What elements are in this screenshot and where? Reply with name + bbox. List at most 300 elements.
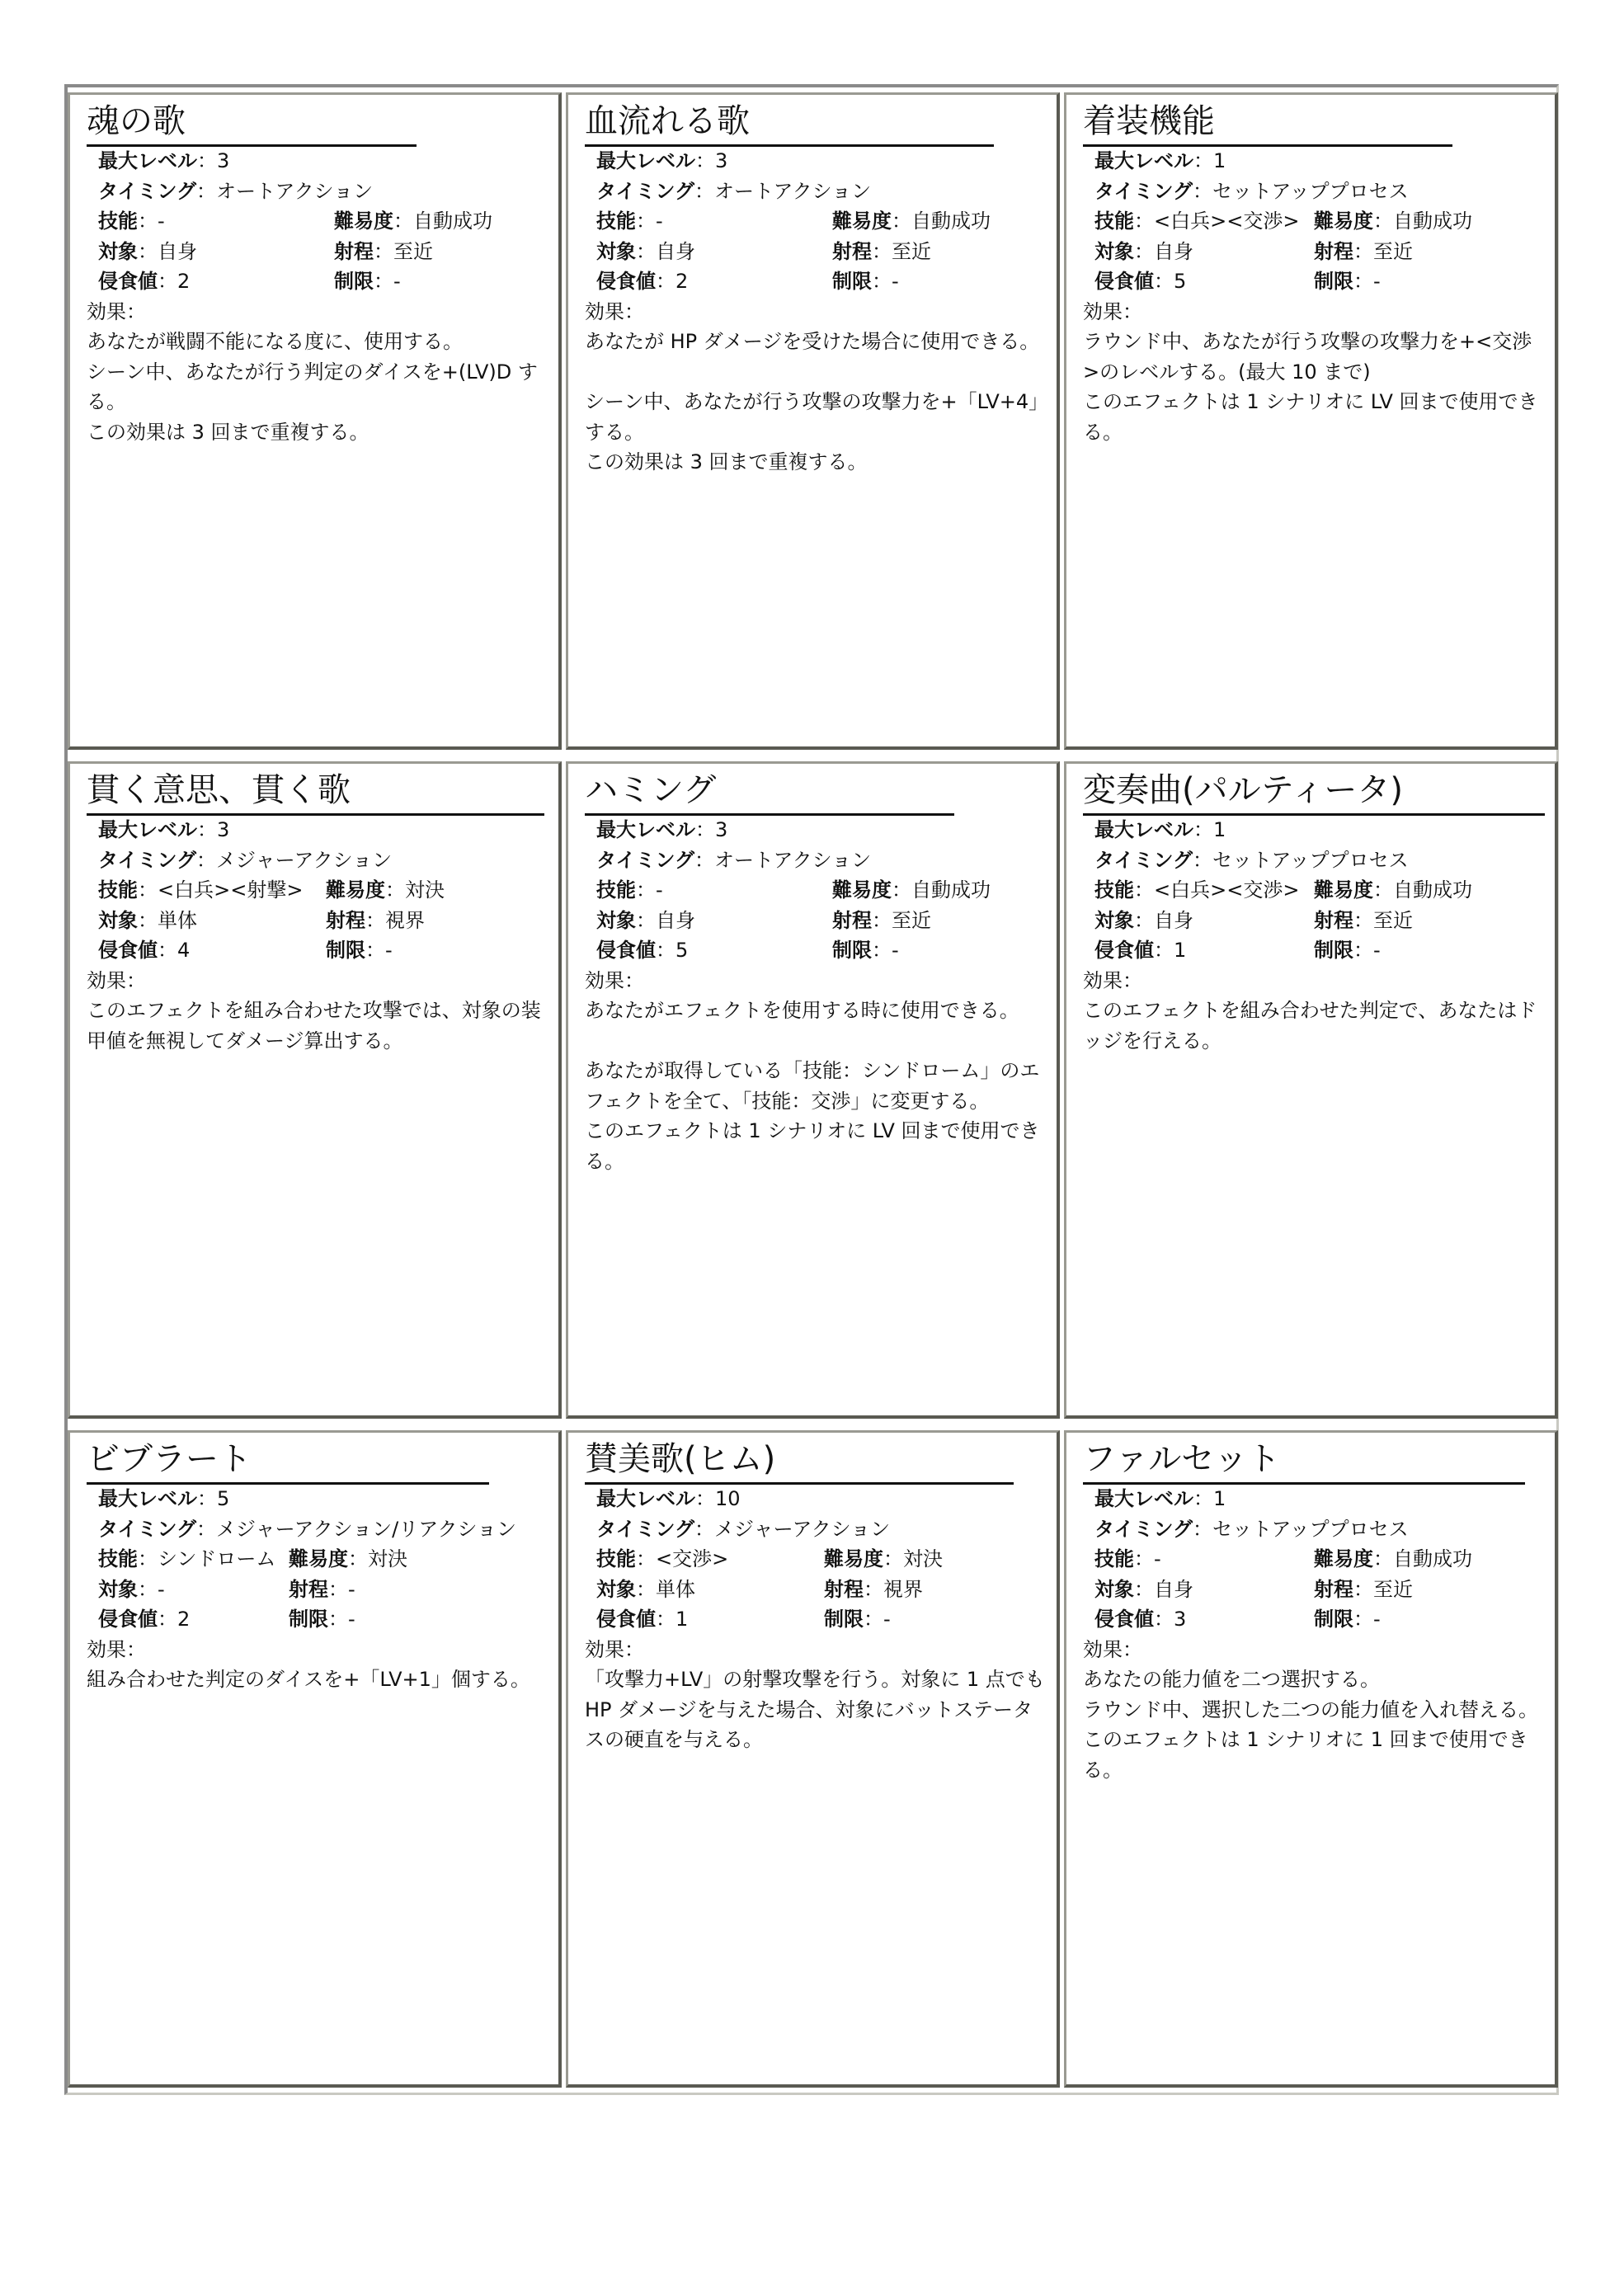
erosion-row — [1083, 1604, 1545, 1635]
card-body — [1083, 1484, 1545, 1785]
separator: ： — [138, 1547, 158, 1570]
card-title-wrap — [87, 98, 550, 146]
separator: ： — [1353, 908, 1373, 932]
range-value: 視界 — [385, 908, 425, 932]
skill-row — [585, 875, 1047, 906]
separator: ： — [196, 1517, 217, 1541]
range-label: 射程 — [832, 239, 872, 263]
separator: ： — [1193, 179, 1213, 203]
limit-cell — [289, 1604, 355, 1635]
max-level-value: 3 — [715, 818, 728, 841]
skill-value: <白兵><射撃> — [158, 878, 304, 902]
separator: ： — [872, 939, 892, 962]
effect-label: 効果 — [1083, 299, 1123, 323]
max-level-row — [585, 815, 1047, 845]
separator: ： — [1154, 1608, 1174, 1631]
target-label: 対象 — [1094, 1577, 1134, 1601]
target-row — [1083, 237, 1545, 267]
range — [334, 240, 433, 263]
limit — [1314, 1608, 1381, 1631]
max-level-row — [87, 1484, 548, 1514]
effect-heading — [585, 1635, 1047, 1665]
timing-row — [585, 1514, 1047, 1545]
separator: ： — [1353, 239, 1373, 263]
skill-value: シンドローム — [158, 1547, 276, 1570]
limit-cell — [1314, 266, 1381, 297]
limit-value: - — [393, 270, 401, 293]
separator: ： — [138, 878, 158, 902]
separator: ： — [694, 179, 715, 203]
range-value: 至近 — [892, 908, 931, 932]
difficulty — [824, 1547, 943, 1570]
separator: ： — [126, 299, 146, 323]
timing-label: タイミング — [98, 848, 197, 872]
max-level-row — [1083, 1484, 1545, 1514]
limit-cell — [1314, 935, 1381, 966]
separator: ： — [636, 239, 656, 263]
erosion-value: 5 — [675, 939, 689, 962]
target-row — [1083, 1575, 1545, 1605]
separator: ： — [1193, 149, 1213, 172]
separator: ： — [393, 210, 413, 233]
separator: ： — [197, 1487, 217, 1510]
card-title: 変奏曲(パルティータ) — [1083, 767, 1545, 816]
separator: ： — [695, 149, 715, 172]
limit-cell — [334, 266, 401, 297]
skill-label: 技能 — [98, 210, 138, 233]
separator: ： — [1134, 1577, 1154, 1601]
difficulty-value: 対決 — [368, 1547, 407, 1570]
separator: ： — [196, 179, 217, 203]
target-label: 対象 — [98, 239, 138, 263]
separator: ： — [1154, 270, 1174, 293]
erosion-value: 1 — [1174, 939, 1187, 962]
separator: ： — [624, 968, 644, 992]
max-level-value: 3 — [217, 818, 230, 841]
skill-value: - — [656, 878, 663, 902]
max-level-row — [585, 1484, 1047, 1514]
effect-label: 効果 — [585, 968, 624, 992]
target — [596, 1578, 695, 1601]
separator: ： — [1123, 968, 1142, 992]
separator: ： — [872, 270, 892, 293]
range — [289, 1578, 355, 1601]
difficulty — [326, 878, 445, 902]
target-value: 単体 — [158, 908, 197, 932]
target — [98, 909, 197, 932]
limit-value: - — [892, 939, 899, 962]
timing-label: タイミング — [1094, 848, 1193, 872]
range-label: 射程 — [1314, 1577, 1353, 1601]
limit-value: - — [1373, 270, 1381, 293]
difficulty-label: 難易度 — [832, 878, 892, 902]
timing-label: タイミング — [596, 848, 695, 872]
separator: ： — [1154, 939, 1174, 962]
timing-row — [1083, 845, 1545, 876]
effect-text: このエフェクトは 1 シナリオに LV 回まで使用できる。 — [585, 1119, 1040, 1173]
limit — [334, 270, 401, 293]
skill — [1094, 1547, 1161, 1570]
erosion-value: 2 — [177, 270, 191, 293]
effect-card — [566, 92, 1060, 750]
card-body — [585, 146, 1047, 478]
skill-value: - — [1154, 1547, 1161, 1570]
effect-card — [566, 761, 1060, 1419]
max-level-label: 最大レベル — [596, 818, 695, 841]
limit-value: - — [883, 1608, 891, 1631]
difficulty-value: 対決 — [903, 1547, 943, 1570]
difficulty-label: 難易度 — [326, 878, 385, 902]
card-title: 賛美歌(ヒム) — [585, 1436, 1014, 1485]
timing-row — [87, 1514, 548, 1545]
difficulty — [832, 210, 991, 233]
difficulty-cell — [832, 206, 991, 237]
skill-label: 技能 — [1094, 878, 1134, 902]
max-level-row — [585, 146, 1047, 177]
effect-heading — [585, 297, 1047, 327]
separator: ： — [158, 270, 177, 293]
erosion-row — [87, 935, 548, 966]
separator: ： — [138, 210, 158, 233]
limit-value: - — [1373, 939, 1381, 962]
difficulty — [334, 210, 492, 233]
range-cell — [289, 1575, 355, 1605]
timing-row — [585, 845, 1047, 876]
card-title: ハミング — [585, 767, 954, 816]
target-row — [1083, 906, 1545, 936]
timing-label: タイミング — [596, 1517, 695, 1541]
difficulty — [289, 1547, 407, 1570]
range-value: 至近 — [1373, 1577, 1413, 1601]
erosion-value: 3 — [1174, 1608, 1187, 1631]
separator: ： — [1134, 1547, 1154, 1570]
skill-value: <白兵><交渉> — [1154, 210, 1300, 233]
max-level-value: 1 — [1213, 1487, 1226, 1510]
max-level — [98, 149, 229, 172]
target-value: 自身 — [1154, 908, 1193, 932]
separator: ： — [1193, 848, 1213, 872]
limit-cell — [1314, 1604, 1381, 1635]
separator: ： — [656, 939, 675, 962]
separator: ： — [126, 968, 146, 992]
target-value: - — [158, 1577, 165, 1601]
timing-value: メジャーアクション — [714, 1517, 891, 1541]
difficulty — [832, 878, 991, 902]
limit — [832, 939, 899, 962]
erosion-label: 侵食値 — [98, 270, 158, 293]
separator: ： — [126, 1637, 146, 1661]
skill-row — [87, 1544, 548, 1575]
difficulty-label: 難易度 — [1314, 1547, 1373, 1570]
separator: ： — [1193, 1487, 1213, 1510]
card-body — [87, 1484, 548, 1695]
timing-row — [1083, 1514, 1545, 1545]
limit-cell — [832, 935, 899, 966]
separator: ： — [348, 1547, 368, 1570]
range — [1314, 240, 1413, 263]
range — [832, 909, 931, 932]
difficulty-label: 難易度 — [832, 210, 892, 233]
difficulty-cell — [1314, 875, 1472, 906]
separator: ： — [374, 239, 393, 263]
skill-label: 技能 — [596, 210, 636, 233]
effect-label: 効果 — [87, 1637, 126, 1661]
card-title-wrap — [87, 1436, 550, 1484]
erosion-value: 2 — [675, 270, 689, 293]
target-value: 単体 — [656, 1577, 695, 1601]
skill-label: 技能 — [596, 878, 636, 902]
timing — [1094, 1518, 1409, 1541]
effect-text: シーン中、あなたが行う攻撃の攻撃力を+「LV+4」する。 — [585, 390, 1039, 444]
erosion — [98, 1608, 190, 1631]
max-level-label: 最大レベル — [98, 149, 197, 172]
skill-label: 技能 — [596, 1547, 636, 1570]
separator: ： — [636, 210, 656, 233]
effect-card — [1064, 1430, 1558, 2088]
max-level-label: 最大レベル — [1094, 818, 1193, 841]
timing — [98, 180, 373, 203]
difficulty-cell — [1314, 206, 1472, 237]
timing-label: タイミング — [596, 179, 695, 203]
timing-value: セットアッププロセス — [1212, 179, 1409, 203]
effect-label: 効果 — [585, 1637, 624, 1661]
timing-label: タイミング — [98, 1517, 197, 1541]
separator: ： — [864, 1608, 883, 1631]
limit-label: 制限 — [832, 939, 872, 962]
limit-label: 制限 — [1314, 270, 1353, 293]
effect-text: あなたがエフェクトを使用する時に使用できる。 — [585, 999, 1019, 1022]
skill-row — [87, 875, 548, 906]
max-level-row — [1083, 146, 1545, 177]
separator: ： — [872, 239, 892, 263]
separator: ： — [1373, 878, 1393, 902]
separator: ： — [374, 270, 393, 293]
card-body — [1083, 815, 1545, 1056]
difficulty-label: 難易度 — [289, 1547, 348, 1570]
timing-value: メジャーアクション — [216, 848, 393, 872]
effect-text: あなたが HP ダメージを受けた場合に使用できる。 — [585, 330, 1040, 353]
timing — [1094, 180, 1409, 203]
limit-value: - — [385, 939, 393, 962]
erosion-row — [1083, 935, 1545, 966]
separator: ： — [1373, 1547, 1393, 1570]
range-label: 射程 — [326, 908, 365, 932]
max-level-value: 3 — [217, 149, 230, 172]
erosion-label: 侵食値 — [98, 939, 158, 962]
card-title-wrap — [1083, 1436, 1546, 1484]
max-level-value: 5 — [217, 1487, 230, 1510]
range-label: 射程 — [1314, 908, 1353, 932]
erosion-label: 侵食値 — [1094, 1608, 1154, 1631]
skill-value: - — [158, 210, 165, 233]
timing — [98, 1518, 516, 1541]
range-cell — [326, 906, 425, 936]
max-level-label: 最大レベル — [1094, 1487, 1193, 1510]
timing — [596, 849, 871, 872]
effect-text: シーン中、あなたが行う判定のダイスを+(LV)D する。 — [87, 360, 538, 413]
skill — [1094, 210, 1299, 233]
difficulty-cell — [832, 875, 991, 906]
difficulty-cell — [1314, 1544, 1472, 1575]
difficulty — [1314, 1547, 1472, 1570]
target-row — [87, 237, 548, 267]
card-body — [585, 815, 1047, 1176]
separator: ： — [636, 1577, 656, 1601]
erosion-label: 侵食値 — [1094, 270, 1154, 293]
separator: ： — [892, 878, 911, 902]
max-level-value: 1 — [1213, 149, 1226, 172]
skill — [98, 210, 165, 233]
range — [1314, 1578, 1413, 1601]
separator: ： — [1134, 908, 1154, 932]
skill-value: <交渉> — [656, 1547, 729, 1570]
effect-text: このエフェクトは 1 シナリオに LV 回まで使用できる。 — [1083, 390, 1538, 444]
card-title-wrap — [1083, 767, 1546, 815]
target — [596, 240, 695, 263]
effect-text: 「攻撃力+LV」の射撃攻撃を行う。対象に 1 点でも HP ダメージを与えた場合、対象にバットステータスの硬直を与える。 — [585, 1668, 1045, 1751]
erosion — [596, 1608, 688, 1631]
card-title-wrap — [585, 98, 1048, 146]
card-body — [1083, 146, 1545, 447]
separator: ： — [1353, 1608, 1373, 1631]
target-row — [87, 1575, 548, 1605]
timing-value: オートアクション — [714, 848, 872, 872]
separator: ： — [1134, 210, 1154, 233]
effect-text: この効果は 3 回まで重複する。 — [87, 420, 370, 444]
difficulty-label: 難易度 — [824, 1547, 883, 1570]
difficulty — [1314, 878, 1472, 902]
target-value: 自身 — [1154, 1577, 1193, 1601]
range — [832, 240, 931, 263]
range-label: 射程 — [1314, 239, 1353, 263]
separator: ： — [656, 1608, 675, 1631]
skill-label: 技能 — [98, 878, 138, 902]
target-value: 自身 — [656, 239, 695, 263]
card-title: 着装機能 — [1083, 98, 1452, 147]
skill — [1094, 878, 1299, 902]
range-value: 至近 — [393, 239, 433, 263]
effect-spacer — [585, 357, 1047, 388]
separator: ： — [1193, 1517, 1213, 1541]
range-value: 視界 — [883, 1577, 923, 1601]
range-value: 至近 — [1373, 239, 1413, 263]
separator: ： — [1123, 299, 1142, 323]
range-value: 至近 — [892, 239, 931, 263]
separator: ： — [624, 1637, 644, 1661]
limit-label: 制限 — [289, 1608, 328, 1631]
effect-card — [1064, 92, 1558, 750]
target-row — [585, 906, 1047, 936]
effect-text: あなたが戦闘不能になる度に、使用する。 — [87, 330, 463, 353]
range-value: 至近 — [1373, 908, 1413, 932]
timing-label: タイミング — [98, 179, 197, 203]
erosion-label: 侵食値 — [596, 939, 656, 962]
difficulty-value: 対決 — [405, 878, 445, 902]
timing-value: セットアッププロセス — [1212, 1517, 1409, 1541]
effect-text: このエフェクトを組み合わせた攻撃では、対象の装甲値を無視してダメージ算出する。 — [87, 999, 541, 1052]
target — [98, 1578, 165, 1601]
target — [596, 909, 695, 932]
skill-row — [1083, 875, 1545, 906]
range-cell — [1314, 1575, 1413, 1605]
difficulty-cell — [334, 206, 492, 237]
effect-text: 組み合わせた判定のダイスを+「LV+1」個する。 — [87, 1668, 530, 1691]
range-label: 射程 — [824, 1577, 864, 1601]
effect-text: このエフェクトは 1 シナリオに 1 回まで使用できる。 — [1083, 1728, 1528, 1782]
erosion — [596, 270, 688, 293]
separator: ： — [872, 908, 892, 932]
effect-heading — [1083, 297, 1545, 327]
difficulty-label: 難易度 — [1314, 210, 1373, 233]
range-cell — [1314, 906, 1413, 936]
separator: ： — [694, 848, 715, 872]
difficulty-label: 難易度 — [334, 210, 393, 233]
limit-cell — [832, 266, 899, 297]
card-title: 貫く意思、貫く歌 — [87, 767, 544, 816]
timing-row — [1083, 177, 1545, 207]
skill-row — [585, 206, 1047, 237]
effect-text: あなたが取得している「技能：シンドローム」のエフェクトを全て、「技能：交渉」に変更する。 — [585, 1059, 1040, 1113]
separator: ： — [138, 1577, 158, 1601]
limit — [1314, 270, 1381, 293]
skill-row — [87, 206, 548, 237]
limit-label: 制限 — [832, 270, 872, 293]
effect-card — [68, 761, 562, 1419]
limit-cell — [326, 935, 393, 966]
target-row — [585, 1575, 1047, 1605]
timing — [1094, 849, 1409, 872]
effect-card — [1064, 761, 1558, 1419]
difficulty-label: 難易度 — [1314, 878, 1373, 902]
separator: ： — [1373, 210, 1393, 233]
difficulty-cell — [289, 1544, 407, 1575]
erosion-row — [585, 1604, 1047, 1635]
effect-heading — [1083, 966, 1545, 996]
separator: ： — [365, 939, 385, 962]
max-level-label: 最大レベル — [596, 1487, 695, 1510]
difficulty-cell — [824, 1544, 943, 1575]
limit-value: - — [348, 1608, 355, 1631]
separator: ： — [328, 1608, 348, 1631]
timing-value: セットアッププロセス — [1212, 848, 1409, 872]
target — [1094, 240, 1193, 263]
effect-heading — [87, 1635, 548, 1665]
separator: ： — [636, 908, 656, 932]
limit-label: 制限 — [334, 270, 374, 293]
separator: ： — [636, 1547, 656, 1570]
skill-label: 技能 — [1094, 210, 1134, 233]
difficulty-value: 自動成功 — [1393, 1547, 1472, 1570]
target — [1094, 909, 1193, 932]
target-label: 対象 — [98, 908, 138, 932]
erosion — [1094, 1608, 1186, 1631]
limit-value: - — [1373, 1608, 1381, 1631]
limit-cell — [824, 1604, 891, 1635]
skill-value: <白兵><交渉> — [1154, 878, 1300, 902]
limit-label: 制限 — [326, 939, 365, 962]
card-body — [585, 1484, 1047, 1755]
limit-label: 制限 — [1314, 939, 1353, 962]
separator: ： — [1134, 878, 1154, 902]
max-level — [596, 149, 727, 172]
erosion-label: 侵食値 — [1094, 939, 1154, 962]
limit-label: 制限 — [824, 1608, 864, 1631]
target-value: 自身 — [1154, 239, 1193, 263]
limit — [1314, 939, 1381, 962]
limit — [326, 939, 393, 962]
separator: ： — [892, 210, 911, 233]
effect-heading — [87, 966, 548, 996]
